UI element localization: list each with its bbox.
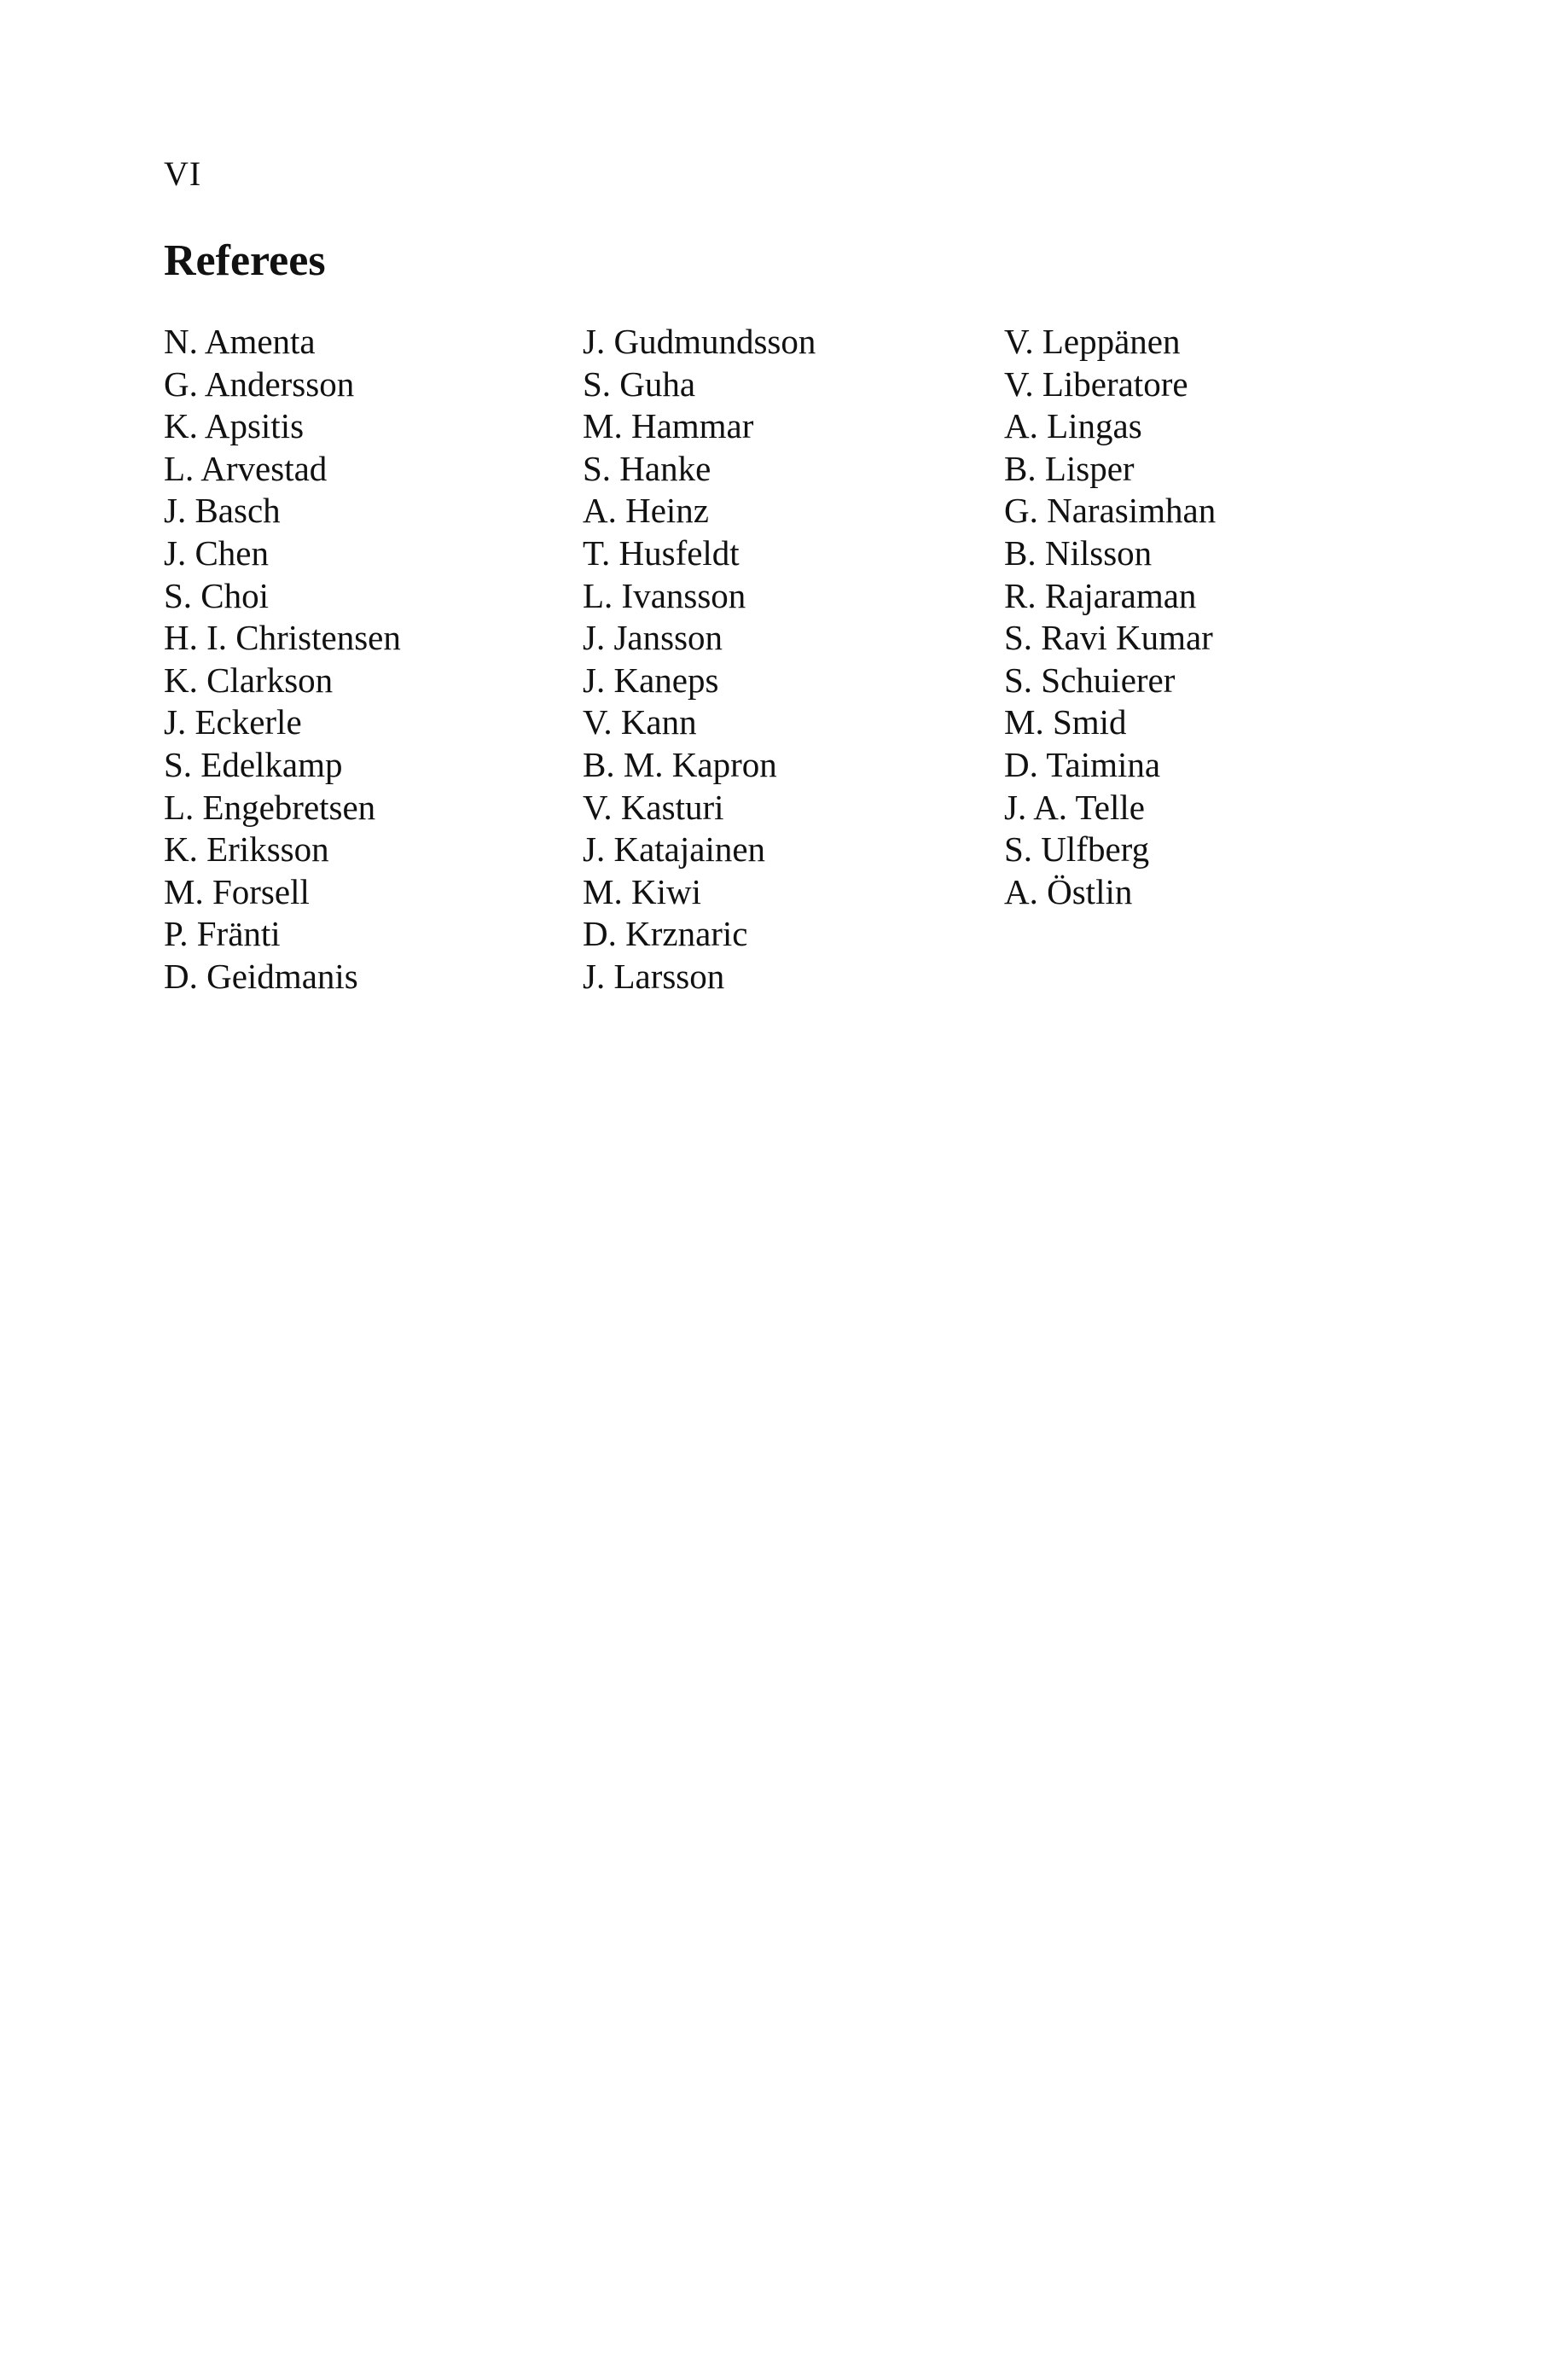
referee-name: A. Östlin <box>1004 871 1133 911</box>
referee-name: K. Clarkson <box>164 660 334 700</box>
referee-name: J. Katajainen <box>583 829 766 870</box>
referee-name: B. Nilsson <box>1004 532 1153 573</box>
referee-name: B. Lisper <box>1004 448 1135 488</box>
referee-name: N. Amenta <box>164 322 316 361</box>
referee-name: K. Eriksson <box>164 829 329 870</box>
referee-column-2 <box>583 321 816 998</box>
referee-name: J. Gudmundsson <box>583 322 816 361</box>
referee-name: S. Schuierer <box>1004 660 1176 700</box>
referee-name: G. Narasimhan <box>1004 491 1217 531</box>
referee-name: J. Eckerle <box>164 702 302 742</box>
referee-name: T. Husfeldt <box>583 532 740 573</box>
referee-name: A. Heinz <box>583 491 710 531</box>
referee-name: D. Taimina <box>1004 744 1161 784</box>
referee-name: P. Fränti <box>164 914 281 954</box>
referee-name: H. I. Christensen <box>164 618 401 658</box>
referee-name: G. Andersson <box>164 364 355 404</box>
referee-name: D. Geidmanis <box>164 956 358 996</box>
referee-column-1 <box>164 321 401 998</box>
referee-name: J. Jansson <box>583 618 723 658</box>
referee-name: J. Chen <box>164 532 269 573</box>
referee-name: J. Kaneps <box>583 660 719 700</box>
referee-name: S. Ravi Kumar <box>1004 618 1213 658</box>
referee-name: V. Leppänen <box>1004 322 1181 361</box>
referee-name: J. Basch <box>164 491 281 531</box>
referee-name: D. Krznaric <box>583 914 748 954</box>
referee-name: S. Choi <box>164 575 270 615</box>
referee-name: J. A. Telle <box>1004 787 1145 827</box>
referee-name: S. Ulfberg <box>1004 829 1150 870</box>
referee-name: A. Lingas <box>1004 406 1142 446</box>
page-number: VI <box>164 154 202 193</box>
referee-name: S. Edelkamp <box>164 744 343 784</box>
referee-name: M. Hammar <box>583 406 754 446</box>
referee-name: M. Kiwi <box>583 871 701 911</box>
referee-name: M. Forsell <box>164 871 310 911</box>
referee-name: J. Larsson <box>583 956 725 996</box>
referee-name: S. Guha <box>583 364 696 404</box>
referee-name: R. Rajaraman <box>1004 575 1197 615</box>
referee-name: M. Smid <box>1004 702 1127 742</box>
referee-name: L. Arvestad <box>164 448 328 488</box>
referee-name: V. Kasturi <box>583 787 724 827</box>
referee-name: B. M. Kapron <box>583 744 777 784</box>
referee-name: V. Kann <box>583 702 697 742</box>
referee-name: L. Engebretsen <box>164 787 376 827</box>
referee-name: L. Ivansson <box>583 575 746 615</box>
referee-name: K. Apsitis <box>164 406 305 446</box>
section-title: Referees <box>164 236 326 285</box>
referee-column-3 <box>1004 321 1216 913</box>
referee-name: S. Hanke <box>583 448 711 488</box>
referee-name: V. Liberatore <box>1004 364 1188 404</box>
